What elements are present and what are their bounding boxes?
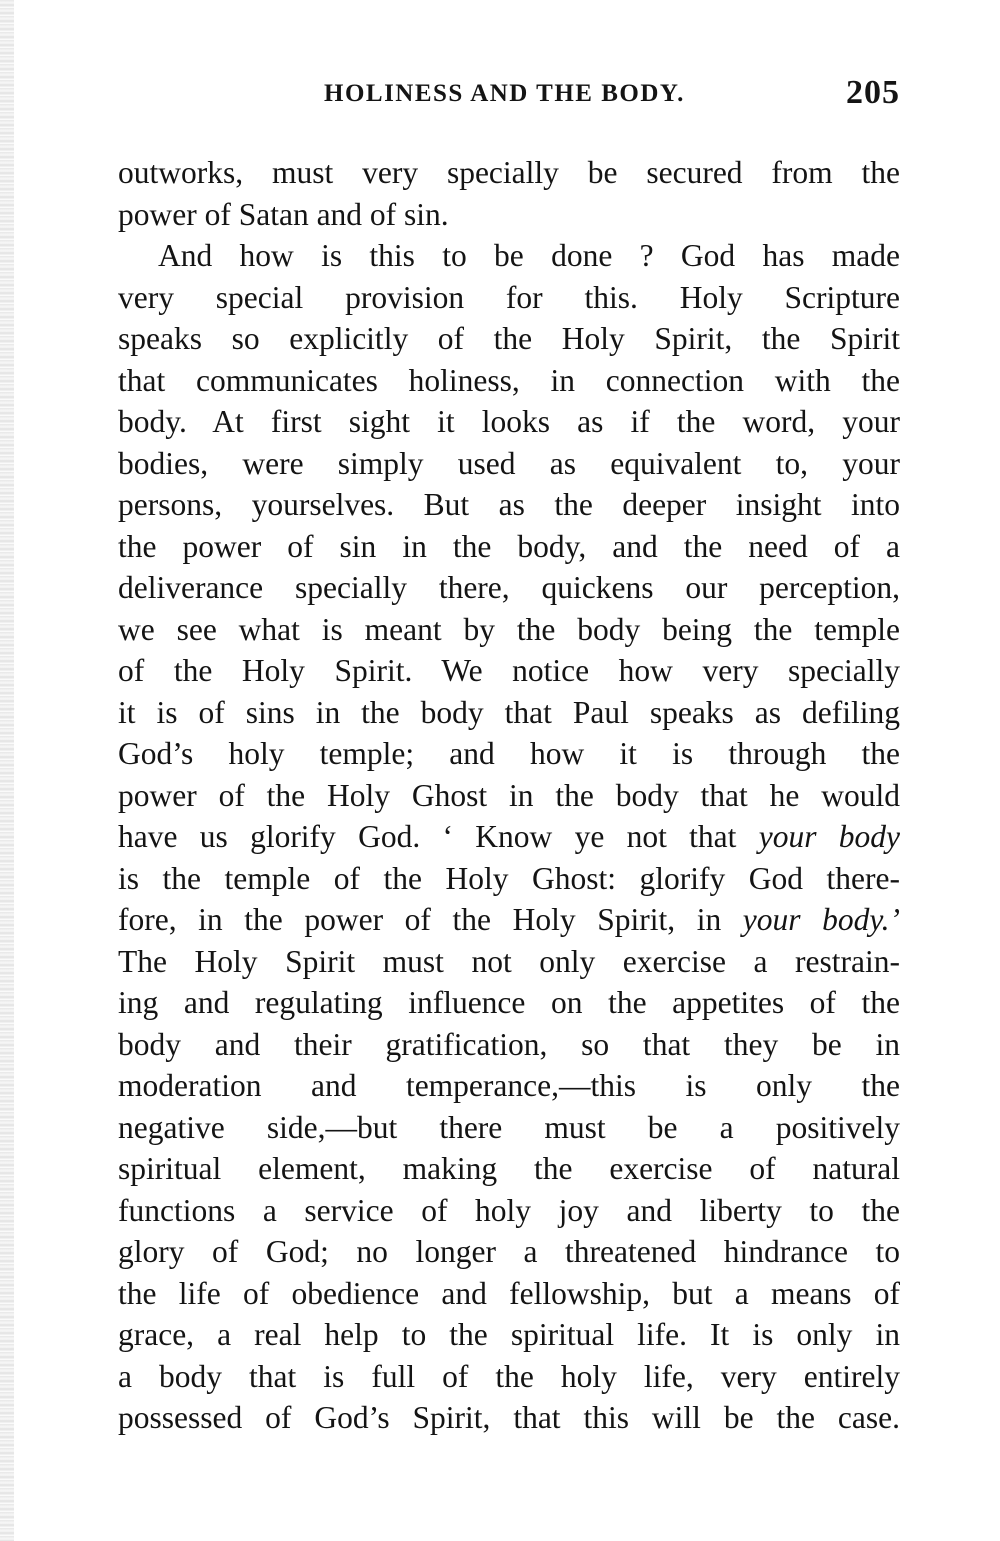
text-line: the power of sin in the body, and the need of a (118, 528, 900, 564)
text-line: very special provision for this. Holy Scripture (118, 279, 900, 315)
text-line: outworks, must very specially be secured from the (118, 155, 900, 190)
text-line: of the Holy Spirit. We notice how very specially (118, 653, 900, 688)
page-gutter-edge (0, 0, 14, 1541)
text-line: spiritual element, making the exercise of natural (118, 1151, 900, 1186)
page-header (118, 74, 900, 114)
text-line-with-italic (118, 899, 900, 941)
text-line: glory of God; no longer a threatened hindrance to (118, 1234, 900, 1269)
text-line: possessed of God’s Spirit, that this will be the case. (118, 1400, 900, 1435)
text-line: body. At first sight it looks as if the word, your (118, 404, 900, 439)
page-number: 205 (846, 74, 900, 111)
text-line: persons, yourselves. But as the deeper insight into (118, 487, 900, 522)
text-line: speaks so explicitly of the Holy Spirit, the Spirit (118, 321, 900, 356)
text-line: grace, a real help to the spiritual life. It is only in (118, 1317, 900, 1352)
text-line: power of the Holy Ghost in the body that he would (118, 777, 900, 813)
text-line: negative side,—but there must be a positively (118, 1109, 900, 1145)
text-line: that communicates holiness, in connection with the (118, 362, 900, 398)
text-line: is the temple of the Holy Ghost: glorify God there- (118, 860, 900, 896)
text-line: deliverance specially there, quickens our perception, (118, 570, 900, 605)
text-line: a body that is full of the holy life, very entirely (118, 1358, 900, 1394)
text-line: body and their gratification, so that they be in (118, 1026, 900, 1062)
text-line: the life of obedience and fellowship, but a means of (118, 1275, 900, 1311)
text-line-with-italic (118, 816, 900, 858)
text-line: ing and regulating influence on the appetites of the (118, 985, 900, 1020)
text-line: functions a service of holy joy and liberty to the (118, 1192, 900, 1228)
text-line: God’s holy temple; and how it is through the (118, 736, 900, 771)
text-line: it is of sins in the body that Paul speaks as defiling (118, 694, 900, 730)
text-line: moderation and temperance,—this is only the (118, 1068, 900, 1103)
text-segment: have us glorify God. ‘ Know ye not that (118, 819, 759, 854)
italic-phrase: your body (758, 819, 900, 854)
text-line: The Holy Spirit must not only exercise a restrain- (118, 943, 900, 979)
body-text (118, 152, 900, 1439)
italic-phrase: your body.’ (742, 902, 900, 937)
paragraph-first-line: And how is this to be done ? God has made (158, 238, 900, 273)
text-line: bodies, were simply used as equivalent to, your (118, 445, 900, 481)
text-line: power of Satan and of sin. (118, 196, 449, 232)
text-line: we see what is meant by the body being the temple (118, 611, 900, 647)
running-head: HOLINESS AND THE BODY. (324, 80, 685, 107)
text-segment: fore, in the power of the Holy Spirit, in (118, 902, 743, 937)
